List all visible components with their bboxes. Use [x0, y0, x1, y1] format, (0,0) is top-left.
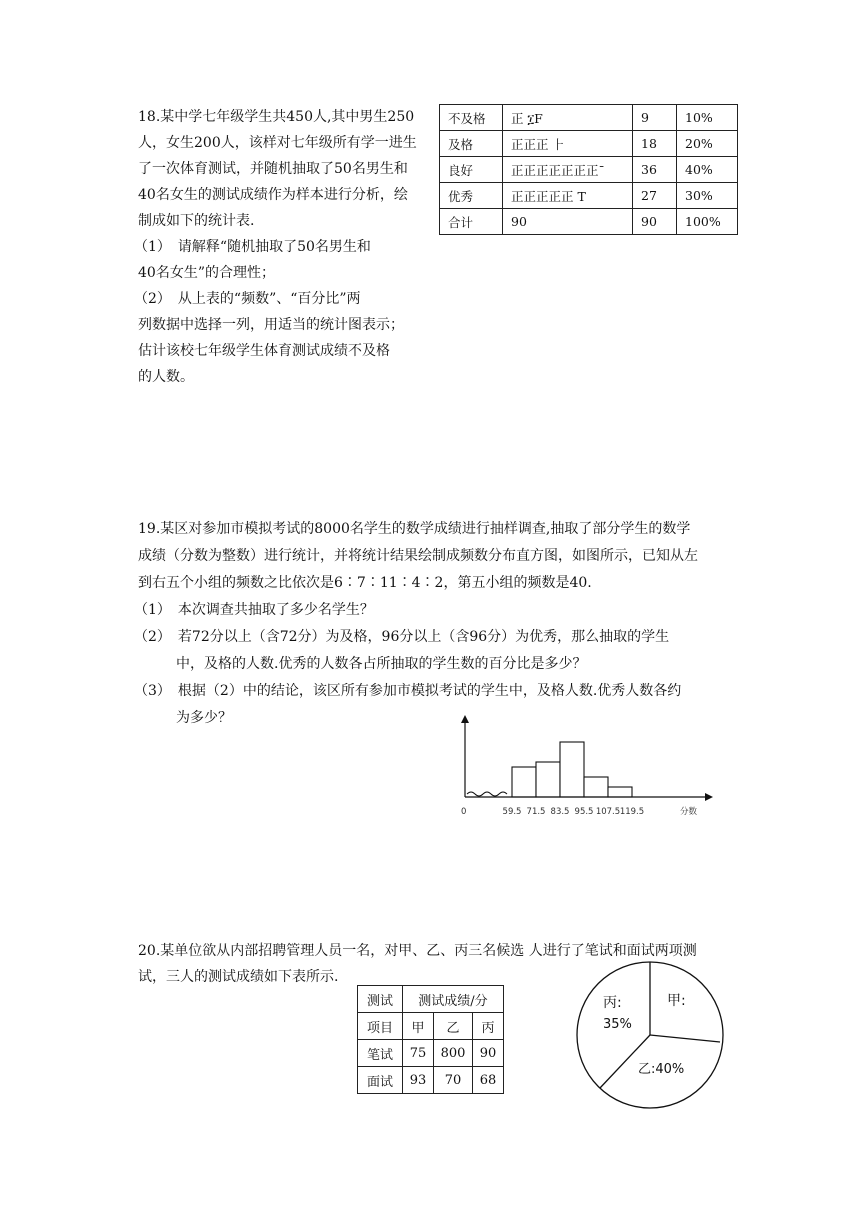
x-axis-label: 分数 [680, 807, 698, 817]
percent-cell: 40% [677, 157, 738, 183]
axis-break [467, 792, 507, 796]
q20-line-1: 20.某单位欲从内部招聘管理人员一名，对甲、乙、丙三名候选 人进行了笔试和面试两项测 [138, 943, 697, 959]
table-row [440, 209, 738, 235]
score-cell: 75 [403, 1040, 434, 1067]
q18-line-6: （1） 请解释“随机抽取了50名男生和 [134, 239, 371, 255]
histogram-bar [584, 777, 608, 797]
pie-label-bing-name: 丙: [603, 995, 622, 1011]
q18-line-1: 18.某中学七年级学生共450人,其中男生250 [138, 109, 415, 125]
q19-line-7: （3） 根据（2）中的结论，该区所有参加市模拟考试的学生中，及格人数.优秀人数各约 [134, 683, 682, 699]
x-tick-label: 59.5 [502, 807, 522, 817]
histogram-bar [608, 787, 632, 797]
tally-cell: 正正正正正 T [503, 183, 633, 209]
score-cell: 800 [434, 1040, 473, 1067]
q18-line-7: 40名女生”的合理性； [138, 265, 275, 281]
q18-line-8: （2） 从上表的“频数”、“百分比”两 [134, 291, 361, 307]
x-tick-label: 107.5 [595, 807, 621, 817]
q18-line-10: 估计该校七年级学生体育测试成绩不及格 [138, 343, 390, 359]
header-cell: 项目 [358, 1013, 403, 1040]
x-tick-label: 95.5 [574, 807, 594, 817]
pie-chart [570, 955, 730, 1115]
histogram-bar [512, 767, 536, 797]
grade-cell: 优秀 [440, 183, 503, 209]
origin-label: 0 [461, 807, 467, 817]
table-row [358, 1067, 504, 1094]
q18-line-4: 40名女生的测试成绩作为样本进行分析，绘 [138, 187, 408, 203]
q19-line-2: 成绩（分数为整数）进行统计，并将统计结果绘制成频数分布直方图，如图所示，已知从左 [138, 548, 698, 564]
q19-line-5: （2） 若72分以上（含72分）为及格，96分以上（含96分）为优秀，那么抽取的学生 [134, 629, 670, 645]
x-axis-arrow [705, 793, 713, 801]
tally-cell: 90 [503, 209, 633, 235]
tally-cell: 正正正 ⺊ [503, 131, 633, 157]
q19-line-3: 到右五个小组的频数之比依次是6∶7∶11∶4∶2，第五小组的频数是40. [138, 575, 592, 591]
x-tick-label: 71.5 [526, 807, 546, 817]
frequency-histogram [450, 712, 720, 824]
percent-cell: 30% [677, 183, 738, 209]
header-cell: 测试 [358, 986, 403, 1013]
histogram-bar [560, 742, 584, 797]
header-cell: 测试成绩/分 [403, 986, 504, 1013]
pie-divider-right [650, 1035, 720, 1042]
percent-cell: 20% [677, 131, 738, 157]
grade-cell: 合计 [440, 209, 503, 235]
score-cell: 90 [473, 1040, 504, 1067]
grade-cell: 良好 [440, 157, 503, 183]
x-tick-label: 83.5 [550, 807, 570, 817]
tally-cell: 正正正正正正正¯ [503, 157, 633, 183]
q19-line-1: 19.某区对参加市模拟考试的8000名学生的数学成绩进行抽样调查,抽取了部分学生的数学 [138, 521, 691, 537]
candidate-name-cell: 乙 [434, 1013, 473, 1040]
candidate-name-cell: 丙 [473, 1013, 504, 1040]
q18-line-9: 列数据中选择一列，用适当的统计图表示； [138, 317, 404, 333]
frequency-cell: 90 [633, 209, 677, 235]
table-row [440, 131, 738, 157]
table-row [440, 183, 738, 209]
table-row [440, 157, 738, 183]
q19-line-8: 为多少？ [176, 710, 232, 726]
q18-line-2: 人，女生200人，该样对七年级所有学一进生 [138, 135, 417, 151]
q18-line-5: 制成如下的统计表. [138, 213, 255, 229]
histogram-bar [536, 762, 560, 797]
percent-cell: 10% [677, 105, 738, 131]
pie-label-yi: 乙:40% [638, 1062, 685, 1077]
pie-label-jia: 甲: [667, 993, 686, 1009]
row-label-cell: 面试 [358, 1067, 403, 1094]
table-row [440, 105, 738, 131]
table-row [358, 1040, 504, 1067]
q18-line-3: 了一次体育测试，并随机抽取了50名男生和 [138, 161, 408, 177]
row-label-cell: 笔试 [358, 1040, 403, 1067]
percent-cell: 100% [677, 209, 738, 235]
frequency-cell: 27 [633, 183, 677, 209]
pie-label-bing-value: 35% [603, 1017, 632, 1032]
grade-cell: 及格 [440, 131, 503, 157]
table-row [358, 1013, 504, 1040]
frequency-cell: 9 [633, 105, 677, 131]
grade-cell: 不及格 [440, 105, 503, 131]
score-cell: 70 [434, 1067, 473, 1094]
y-axis-arrow [461, 715, 469, 723]
x-tick-label: 119.5 [619, 807, 645, 817]
score-cell: 68 [473, 1067, 504, 1094]
table-row [358, 986, 504, 1013]
candidate-name-cell: 甲 [403, 1013, 434, 1040]
q18-tally-table [439, 104, 738, 235]
q20-line-2: 试，三人的测试成绩如下表所示. [138, 969, 339, 985]
q19-line-4: （1） 本次调查共抽取了多少名学生？ [134, 602, 374, 618]
q19-line-6: 中，及格的人数.优秀的人数各占所抽取的学生数的百分比是多少？ [176, 656, 587, 672]
score-cell: 93 [403, 1067, 434, 1094]
q20-score-table [357, 985, 504, 1094]
frequency-cell: 18 [633, 131, 677, 157]
frequency-cell: 36 [633, 157, 677, 183]
q18-line-11: 的人数。 [138, 369, 194, 385]
tally-cell: 正 ፲F [503, 105, 633, 131]
